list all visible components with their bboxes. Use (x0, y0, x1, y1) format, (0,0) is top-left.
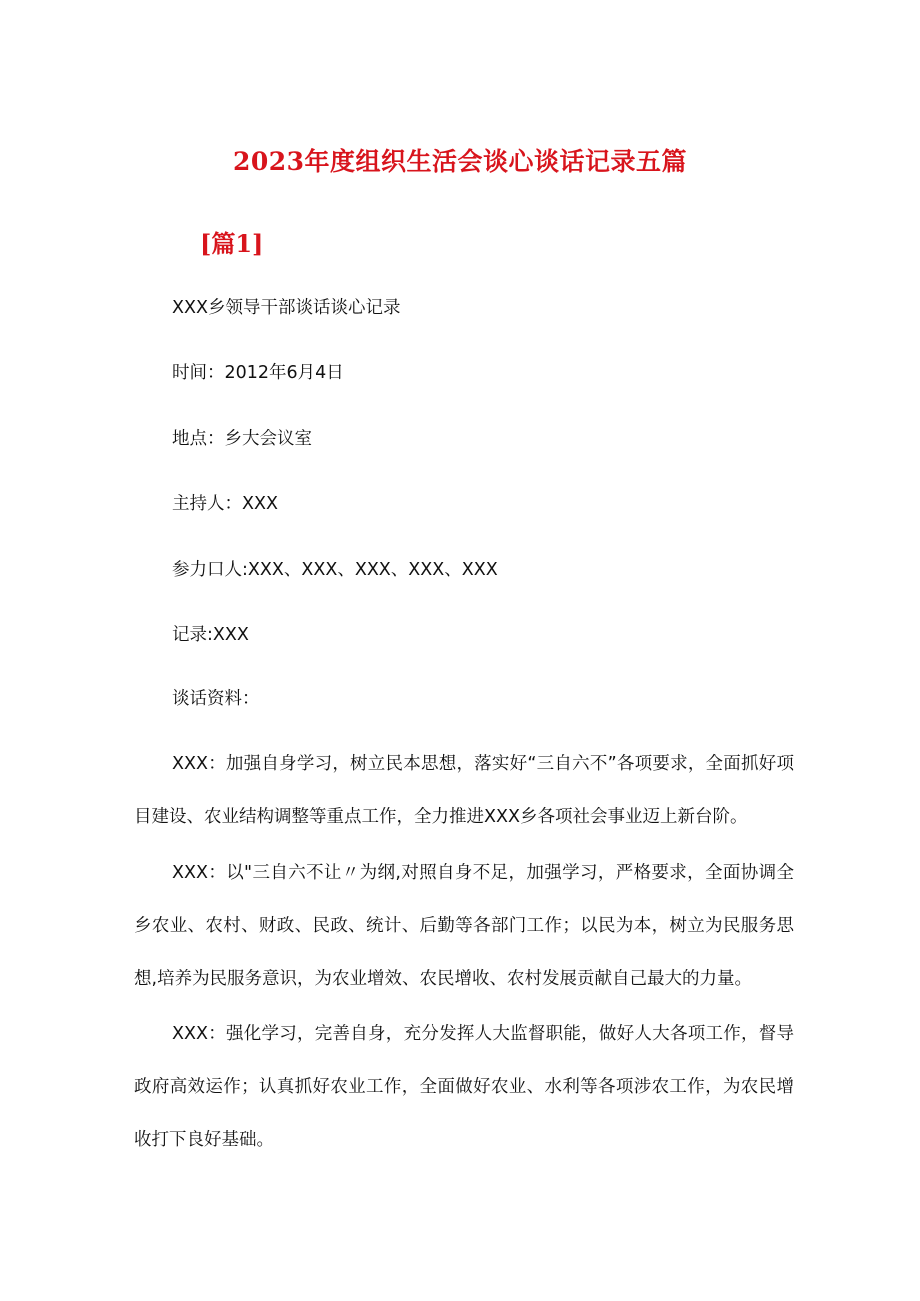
document-title: 2023年度组织生活会谈心谈话记录五篇 (232, 147, 688, 176)
record-title: XXX乡领导干部谈话谈心记录 (172, 298, 401, 318)
talk-paragraph-3: XXX：强化学习，完善自身，充分发挥人大监督职能，做好人大各项工作，督导政府高效运作；认真抓好农业工作，全面做好农业、水利等各项涉农工作，为农民增收打下良好基础。 (134, 1024, 794, 1150)
time-line: 时间：2012年6月4日 (172, 363, 344, 383)
recorder-line: 记录:XXX (172, 625, 249, 645)
host-line: 主持人：XXX (172, 494, 278, 514)
talk-paragraph-2: XXX：以"三自六不让〃为纲,对照自身不足，加强学习，严格要求，全面协调全乡农业、农村、财政、民政、统计、后勤等各部门工作；以民为本，树立为民服务思想,培养为民服务意识，为农业增效、农民增收、农村发展贡献自己最大的力量。 (134, 863, 794, 989)
place-line: 地点：乡大会议室 (172, 429, 312, 449)
talk-paragraph-1: XXX：加强自身学习，树立民本思想，落实好“三自六不”各项要求，全面抓好项目建设、农业结构调整等重点工作，全力推进XXX乡各项社会事业迈上新台阶。 (134, 754, 794, 827)
participants-line: 参力口人:XXX、XXX、XXX、XXX、XXX (172, 560, 498, 580)
section-heading: [篇1] (200, 229, 264, 258)
content-label: 谈话资料： (172, 689, 260, 709)
